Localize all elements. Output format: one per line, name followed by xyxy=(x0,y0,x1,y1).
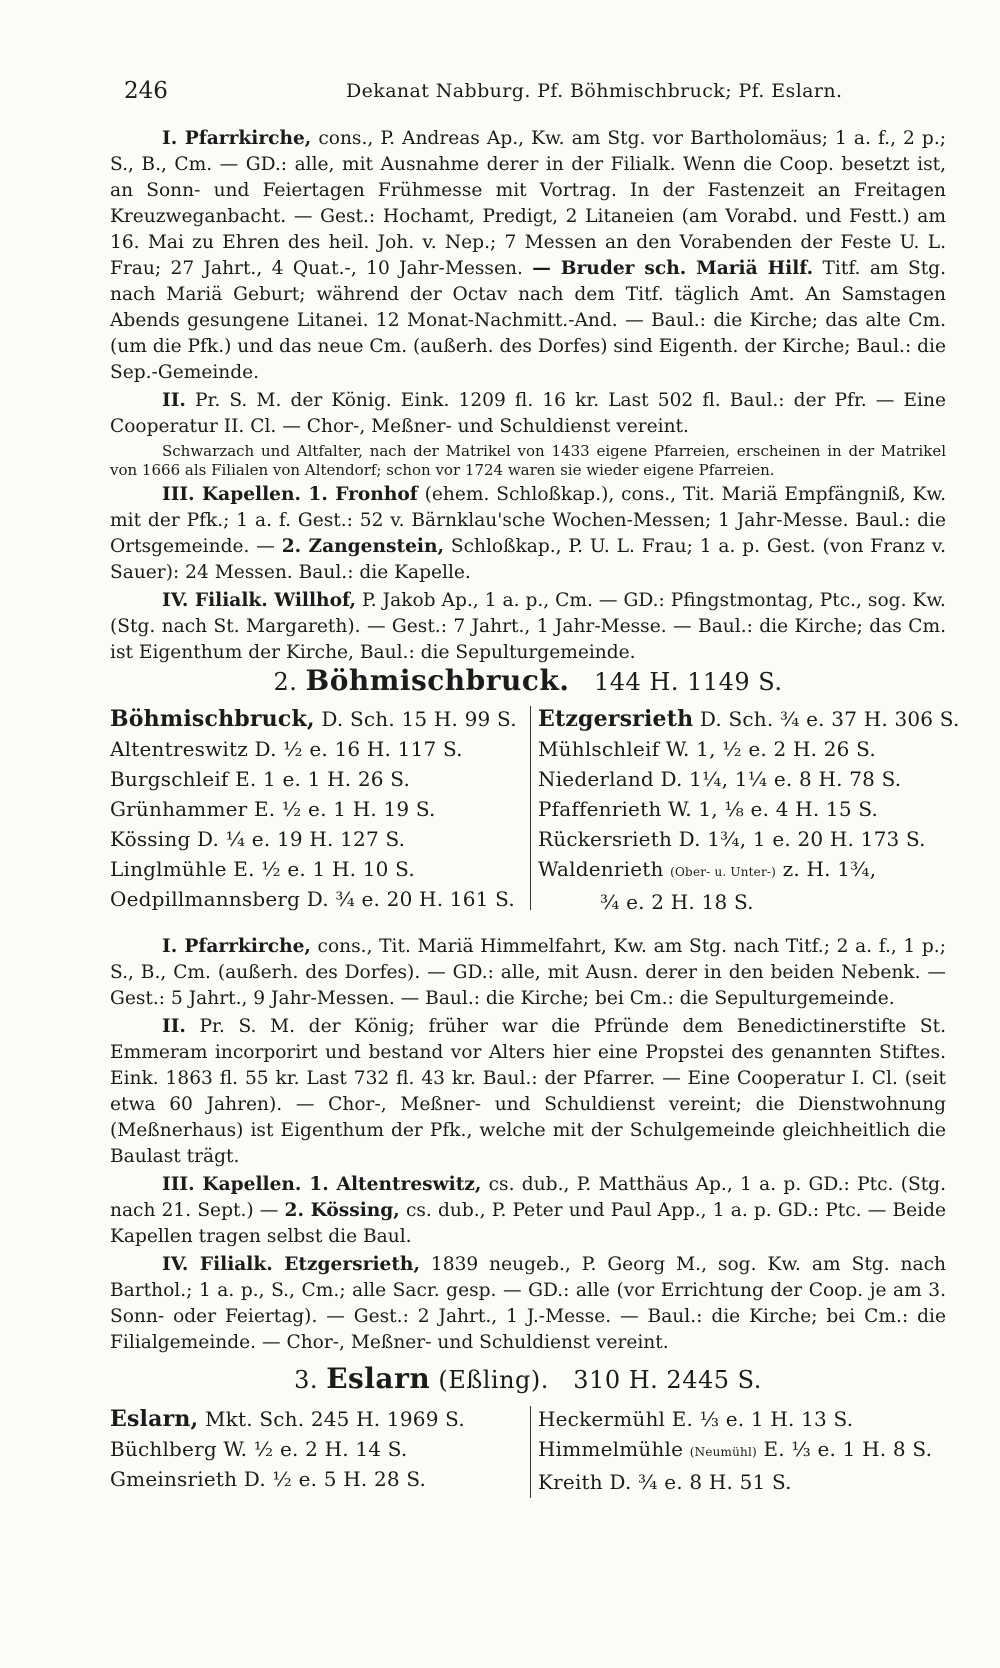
place-name: Mühlschleif xyxy=(538,737,660,761)
section2-p4-label: IV. Filialk. Etzgersrieth, xyxy=(162,1254,420,1275)
place-name: Heckermühl xyxy=(538,1407,666,1431)
place-name: Pfaffenrieth xyxy=(538,797,662,821)
place-name: Büchlberg xyxy=(110,1437,217,1461)
place-info: E. ½ e. 1 H. 10 S. xyxy=(233,857,415,881)
place-info: D. ¾ e. 20 H. 161 S. xyxy=(306,887,515,911)
place-entry xyxy=(538,824,948,854)
page-number: 246 xyxy=(124,78,168,104)
section1-para-4 xyxy=(110,588,946,666)
running-head: Dekanat Nabburg. Pf. Böhmischbruck; Pf. Eslarn. xyxy=(346,80,843,102)
place-info: Mkt. Sch. 245 H. 1969 S. xyxy=(204,1407,465,1431)
section1-p4-label: IV. Filialk. Willhof, xyxy=(162,590,357,611)
place-info: D. ¾ e. 8 H. 51 S. xyxy=(609,1470,792,1494)
column-divider xyxy=(530,1406,531,1498)
place-info: D. ½ e. 16 H. 117 S. xyxy=(254,737,463,761)
place-entry xyxy=(110,764,525,794)
section2-para-4 xyxy=(110,1252,946,1356)
place-info: D. ¼ e. 19 H. 127 S. xyxy=(197,827,406,851)
place-entry xyxy=(538,1434,948,1467)
place-info: D. ½ e. 5 H. 28 S. xyxy=(243,1467,427,1491)
section3-stats: 310 H. 2445 S. xyxy=(573,1366,762,1394)
section2-p1-label: I. Pfarrkirche, xyxy=(162,936,311,957)
place-name: Linglmühle xyxy=(110,857,227,881)
place-info: D. 1¾, 1 e. 20 H. 173 S. xyxy=(678,827,926,851)
section1-p4-text: P. Jakob Ap., 1 a. p., Cm. — GD.: Pfingstmontag, Ptc., sog. Kw. (Stg. nach St. Margareth). — Gest.: 7 Jahrt., 1 Jahr-Messe. — Baul.: die Kirche; das Cm. ist Eigenthum der Kirche, Baul.: die Sepulturgemeinde. xyxy=(110,590,946,663)
place-info: D. 1¼, 1¼ e. 8 H. 78 S. xyxy=(660,767,902,791)
section2-p2-label: II. xyxy=(162,1016,186,1037)
section3-name: Eslarn xyxy=(326,1362,431,1395)
section2-para-1 xyxy=(110,934,946,1012)
place-entry xyxy=(110,704,525,734)
place-name: Himmelmühle xyxy=(538,1437,684,1461)
section2-places xyxy=(110,704,960,918)
section3-places-right xyxy=(538,1404,948,1497)
place-entry xyxy=(110,734,525,764)
section1-para-2 xyxy=(110,388,946,440)
place-annotation: (Neumühl) xyxy=(689,1445,757,1459)
place-name: Gmeinsrieth xyxy=(110,1467,238,1491)
place-info: z. H. 1¾, xyxy=(782,857,877,881)
section2-number: 2. xyxy=(273,668,298,696)
section3-places-left xyxy=(110,1404,525,1494)
section2-p3-text-2: cs. dub., P. Peter und Paul App., 1 a. p. GD.: Ptc. — Beide Kapellen tragen selbst die Baul. xyxy=(110,1200,946,1247)
section1-p1-label: I. Pfarrkirche, xyxy=(162,128,312,149)
section3-alt-name: (Eßling). xyxy=(438,1366,549,1394)
place-entry xyxy=(110,1464,525,1494)
place-entry xyxy=(538,704,960,734)
section3-places xyxy=(110,1404,946,1504)
section1-p2-label: II. xyxy=(162,390,186,411)
section1-p3-text: (ehem. Schloßkap.), cons., Tit. Mariä Empfängniß, Kw. mit der Pfk.; 1 a. f. Gest.: 52 v. Bärnklau'sche Wochen-Messen; 1 Jahr-Messe. Baul.: die Ortsgemeinde. — xyxy=(110,484,946,557)
place-entry xyxy=(538,764,948,794)
place-entry xyxy=(538,734,948,764)
section1-text xyxy=(110,126,946,666)
place-info: E. ⅓ e. 1 H. 13 S. xyxy=(671,1407,854,1431)
place-entry xyxy=(110,854,525,884)
section3-heading xyxy=(110,1362,946,1395)
place-entry xyxy=(110,794,525,824)
section1-p2-text: Pr. S. M. der König. Eink. 1209 fl. 16 kr. Last 502 fl. Baul.: der Pfr. — Eine Cooperatur II. Cl. — Chor-, Meßner- und Schuldienst vereint. xyxy=(110,390,946,437)
section1-p3-text-2: Schloßkap., P. U. L. Frau; 1 a. p. Gest. (von Franz v. Sauer): 24 Messen. Baul.: die Kapelle. xyxy=(110,536,946,583)
place-info: E. ⅓ e. 1 H. 8 S. xyxy=(763,1437,933,1461)
section1-p3-label-2: 2. Zangenstein, xyxy=(281,536,444,557)
place-entry-continuation xyxy=(538,887,948,917)
place-name: Burgschleif xyxy=(110,767,229,791)
place-name: Rückersrieth xyxy=(538,827,673,851)
section2-p3-label: III. Kapellen. 1. Altentreswitz, xyxy=(162,1174,482,1195)
place-entry xyxy=(538,1404,948,1434)
place-name: Eslarn, xyxy=(110,1406,199,1432)
section2-p4-text: 1839 neugeb., P. Georg M., sog. Kw. am Stg. nach Barthol.; 1 a. p., S., Cm.; alle Sacr. gesp. — GD.: alle (vor Errichtung der Coop. je am 3. Sonn- oder Feiertag). — Gest.: 2 Jahrt., 1 J.-Messe. — Baul.: die Kirche; bei Cm.: die Filialgemeinde. — Chor-, Meßner- und Schuldienst vereint. xyxy=(110,1254,947,1353)
section1-para-1 xyxy=(110,126,946,386)
place-name: Kreith xyxy=(538,1470,603,1494)
section1-para-3 xyxy=(110,482,946,586)
section2-name: Böhmischbruck. xyxy=(305,664,570,697)
place-entry xyxy=(538,854,948,887)
place-info: D. Sch. 15 H. 99 S. xyxy=(321,707,517,731)
place-entry xyxy=(110,1404,525,1434)
place-info: W. 1, ½ e. 2 H. 26 S. xyxy=(665,737,876,761)
section2-places-left xyxy=(110,704,525,914)
section1-p3-label: III. Kapellen. 1. Fronhof xyxy=(162,484,418,505)
place-name: Oedpillmannsberg xyxy=(110,887,301,911)
section2-p3-text: cs. dub., P. Matthäus Ap., 1 a. p. GD.: Ptc. (Stg. nach 21. Sept.) — xyxy=(110,1174,946,1221)
place-name: Niederland xyxy=(538,767,654,791)
place-info: E. ½ e. 1 H. 19 S. xyxy=(254,797,436,821)
place-name: Etzgersrieth xyxy=(538,706,694,732)
place-name: Grünhammer xyxy=(110,797,248,821)
column-divider xyxy=(530,706,531,910)
section2-para-3 xyxy=(110,1172,946,1250)
section2-heading xyxy=(110,664,946,697)
page-header xyxy=(120,76,940,112)
section1-bruderschaft-label: — Bruder sch. Mariä Hilf. xyxy=(532,258,814,279)
place-info: ¾ e. 2 H. 18 S. xyxy=(600,890,754,914)
section1-bruderschaft-text: Titf. am Stg. nach Mariä Geburt; während der Octav nach dem Titf. täglich Amt. An Samstagen Abends gesungene Litanei. 12 Monat-Nachmitt.-And. — Baul.: die Kirche; das alte Cm. (um die Pfk.) und das neue Cm. (außerh. des Dorfes) sind Eigenth. der Kirche; Baul.: die Sep.-Gemeinde. xyxy=(110,258,946,383)
place-name: Böhmischbruck, xyxy=(110,706,315,732)
section2-para-2 xyxy=(110,1014,946,1170)
section2-p2-text: Pr. S. M. der König; früher war die Pfründe dem Benedictinerstifte St. Emmeram incorporirt und bestand vor Alters hier eine Propstei des genannten Stiftes. Eink. 1863 fl. 55 kr. Last 732 fl. 43 kr. Baul.: der Pfarrer. — Eine Cooperatur I. Cl. (seit etwa 60 Jahren). — Chor-, Meßner- und Schuldienst vereint; die Dienstwohnung (Meßnerhaus) ist Eigenthum der Pfk., welche mit der Schulgemeinde gleichheitlich die Baulast trägt. xyxy=(110,1016,946,1167)
place-name: Waldenrieth xyxy=(538,857,664,881)
place-entry xyxy=(538,794,948,824)
section1-p1-text: cons., P. Andreas Ap., Kw. am Stg. vor Bartholomäus; 1 a. f., 2 p.; S., B., Cm. — GD.: alle, mit Ausnahme derer in der Filialk. Wenn die Coop. besetzt ist, an Sonn- und Feiertagen Frühmesse mit Vortrag. In der Fastenzeit an Freitagen Kreuzweganbacht. — Gest.: Hochamt, Predigt, 2 Litaneien (am Vorabd. und Festt.) am 16. Mai zu Ehren des heil. Joh. v. Nep.; 7 Messen an den Vorabenden der Feste U. L. Frau; 27 Jahrt., 4 Quat.-, 10 Jahr-Messen. xyxy=(110,128,946,279)
place-info: W. ½ e. 2 H. 14 S. xyxy=(223,1437,408,1461)
section2-places-right xyxy=(538,704,960,917)
place-entry xyxy=(110,884,525,914)
section1-footnote: Schwarzach und Altfalter, nach der Matrikel von 1433 eigene Pfarreien, erscheinen in der Matrikel von 1666 als Filialen von Altendorf; schon vor 1724 waren sie wieder eigene Pfarreien. xyxy=(110,442,946,479)
place-entry xyxy=(538,1467,948,1497)
section3-number: 3. xyxy=(294,1366,319,1394)
place-name: Kössing xyxy=(110,827,191,851)
section2-p3-label-2: 2. Kössing, xyxy=(284,1200,400,1221)
place-entry xyxy=(110,1434,525,1464)
section2-stats: 144 H. 1149 S. xyxy=(593,668,783,696)
section2-text xyxy=(110,934,946,1356)
place-info: D. Sch. ¾ e. 37 H. 306 S. xyxy=(699,707,960,731)
place-annotation: (Ober- u. Unter-) xyxy=(670,865,777,879)
place-name: Altentreswitz xyxy=(110,737,248,761)
section2-p1-text: cons., Tit. Mariä Himmelfahrt, Kw. am Stg. nach Titf.; 2 a. f., 1 p.; S., B., Cm. (außerh. des Dorfes). — GD.: alle, mit Ausn. derer in den beiden Nebenk. — Gest.: 5 Jahrt., 9 Jahr-Messen. — Baul.: die Kirche; bei Cm.: die Sepulturgemeinde. xyxy=(110,936,946,1009)
place-entry xyxy=(110,824,525,854)
place-info: W. 1, ⅛ e. 4 H. 15 S. xyxy=(667,797,879,821)
place-info: E. 1 e. 1 H. 26 S. xyxy=(235,767,411,791)
